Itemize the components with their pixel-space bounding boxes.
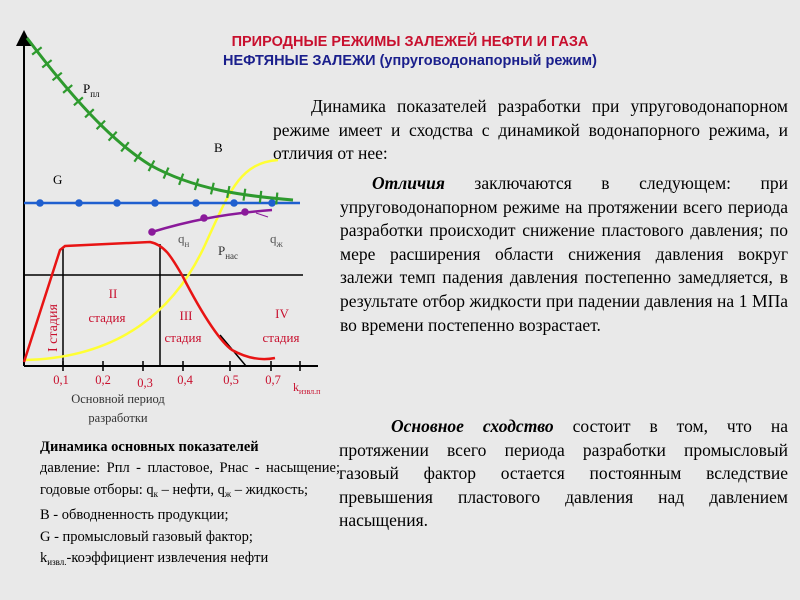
legend-block	[40, 437, 340, 573]
g-label: G	[53, 172, 63, 187]
stage-4-word: стадия	[262, 330, 300, 345]
legend-line-k: $k_{извл.}$-коэффициент извлечения нефти	[40, 550, 269, 568]
g-point	[151, 199, 159, 207]
period-caption-line2: разработки	[88, 411, 148, 425]
ppl-tick-marks	[32, 47, 277, 204]
stage-3-word: стадия	[164, 330, 202, 345]
ppl-tick	[260, 191, 261, 203]
stage-4-number: IV	[275, 306, 289, 321]
g-point	[75, 199, 83, 207]
x-tick-label: 0,4	[177, 373, 193, 387]
g-point	[268, 199, 276, 207]
qzh-points	[148, 208, 249, 236]
qzh-label: $q_ж$	[270, 231, 283, 249]
x-tick-label: 0,3	[137, 376, 153, 390]
x-tick-labels	[53, 373, 281, 390]
legend-line-b: B - обводненность продукции;	[40, 507, 229, 524]
differences-body: заключаются в следующем: при упруговодонапорном режиме на протяжении всего периода разработки происходит снижение пластового давления; по мере расширения области снижения давления вокруг залежи темп падения давления постепенно замедляется, в результате отбор жидкости при падении давления на 1 МПа во времени постепенно возрастает.	[340, 173, 788, 335]
legend-heading: Динамика основных показателей	[40, 439, 259, 455]
legend-line-g: G - промысловый газовый фактор;	[40, 528, 253, 545]
x-axis-label: $k_{извл.п}$	[293, 380, 321, 396]
similarity-paragraph	[339, 415, 788, 533]
period-caption-line1: Основной период	[71, 392, 165, 406]
ppl-curve	[27, 38, 293, 200]
qzh-pointer	[256, 213, 268, 217]
similarity-body: состоит в том, что на протяжении всего периода разработки промысловый газовый фактор остается постоянным вследствие превышения пластового давления над давлением насыщения.	[339, 416, 788, 531]
x-tick-label: 0,2	[95, 373, 111, 387]
qzh-point	[200, 214, 208, 222]
ppl-tick	[276, 193, 277, 205]
legend-line-pressure: давление: Pпл - пластовое, Pнас - насыщение; годовые отборы: $q_к$ – нефти, $q_ж$ – жидкость;	[40, 460, 340, 499]
x-tick-label: 0,7	[265, 373, 281, 387]
stage-3-number: III	[179, 308, 193, 323]
differences-lead: Отличия	[372, 173, 445, 193]
qzh-point	[241, 208, 249, 216]
similarity-lead: Основное сходство	[391, 416, 554, 436]
stage-2-word: стадия	[88, 310, 126, 325]
page-subtitle: НЕФТЯНЫЕ ЗАЛЕЖИ (упруговодонапорный режим)	[223, 53, 597, 69]
ppl-label: $P_{пл}$	[83, 81, 100, 99]
stage-dividers	[63, 244, 246, 366]
qzh-point	[148, 228, 156, 236]
x-tick-label: 0,5	[223, 373, 239, 387]
x-tick-label: 0,1	[53, 373, 69, 387]
qn-label: $q_н$	[178, 231, 190, 249]
dynamics-paragraph: Динамика показателей разработки при упруговодонапорном режиме имеет и сходства с динамикой водонапорного режима, и отличия от нее:	[273, 96, 788, 164]
ppl-tick	[244, 189, 246, 201]
g-point	[36, 199, 44, 207]
g-point	[230, 199, 238, 207]
g-point	[192, 199, 200, 207]
page-title: ПРИРОДНЫЕ РЕЖИМЫ ЗАЛЕЖЕЙ НЕФТИ И ГАЗА	[231, 34, 589, 50]
differences-paragraph	[340, 172, 788, 337]
pnas-label: $P_{нас}$	[218, 243, 239, 261]
stage-1-label: I стадия	[46, 304, 61, 352]
g-point	[113, 199, 121, 207]
stage-2-number: II	[108, 286, 118, 301]
b-curve	[24, 160, 278, 360]
ppl-tick	[211, 183, 214, 195]
b-label: B	[214, 140, 223, 155]
